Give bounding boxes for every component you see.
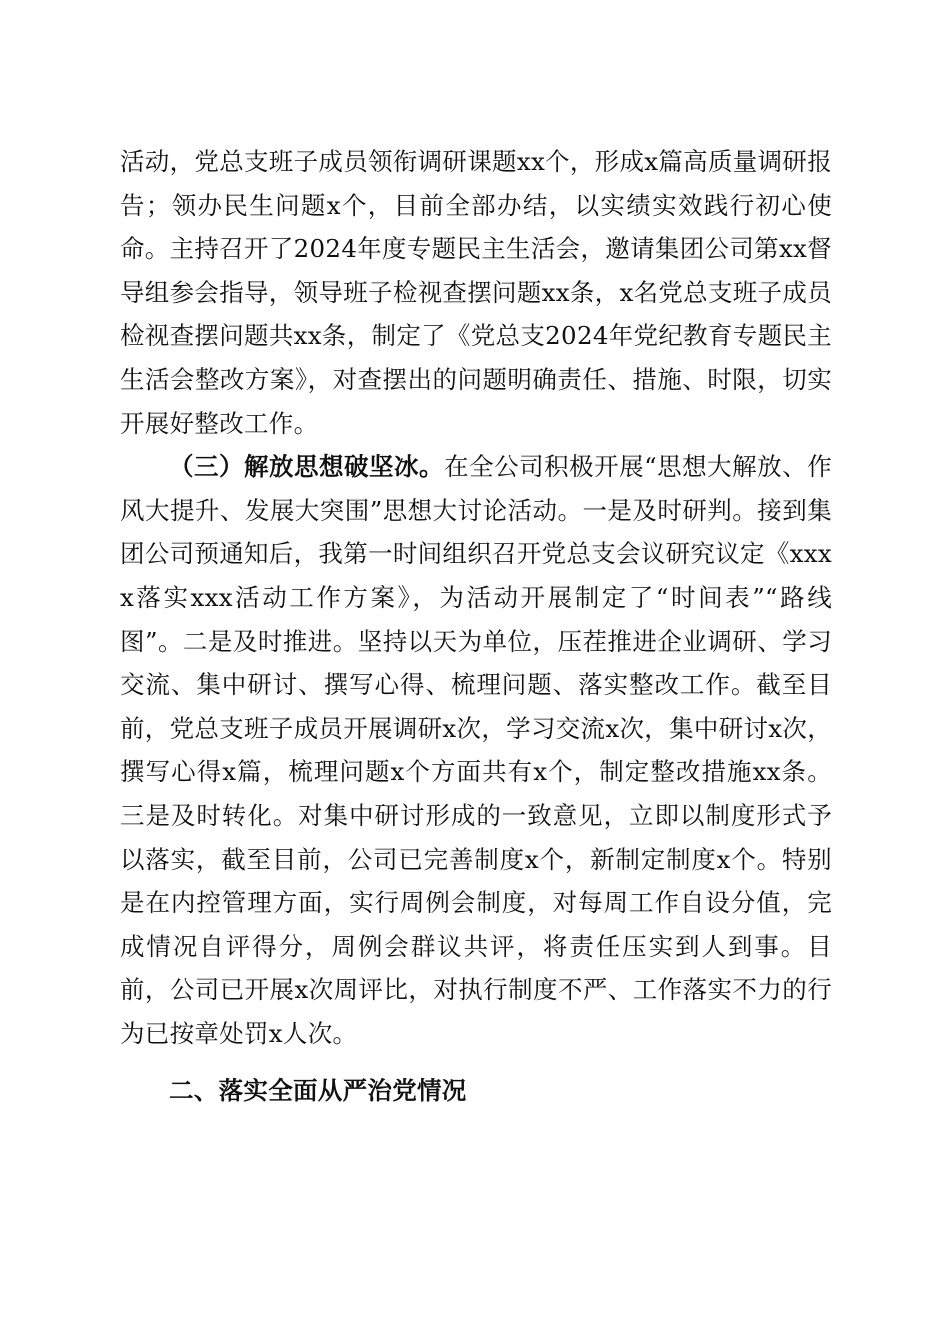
- section-three-body: 在全公司积极开展“思想大解放、作风大提升、发展大突围”思想大讨论活动。一是及时研判。接到集团公司预通知后，我第一时间组织召开党总支会议研究议定《xxxx落实xxx活动工作方案》，为活动开展制定了“时间表”“路线图”。二是及时推进。坚持以天为单位，压茬推进企业调研、学习交流、集中研讨、撰写心得、梳理问题、落实整改工作。截至目前，党总支班子成员开展调研x次，学习交流x次，集中研讨x次，撰写心得x篇，梳理问题x个方面共有x个，制定整改措施xx条。三是及时转化。对集中研讨形成的一致意见，立即以制度形式予以落实，截至目前，公司已完善制度x个，新制定制度x个。特别是在内控管理方面，实行周例会制度，对每周工作自设分值，完成情况自评得分，周例会群议共评，将责任压实到人到事。目前，公司已开展x次周评比，对执行制度不严、工作落实不力的行为已按章处罚x人次。: [120, 452, 832, 1048]
- section-three-lead: （三）解放思想破坚冰。: [169, 452, 445, 482]
- document-body: [120, 140, 832, 1113]
- section-heading-two: 二、落实全面从严治党情况: [169, 1076, 467, 1106]
- paragraph-section-three: [120, 445, 832, 1055]
- paragraph-continued: 活动，党总支班子成员领衔调研课题xx个，形成x篇高质量调研报告；领办民生问题x个，目前全部办结，以实绩实效践行初心使命。主持召开了2024年度专题民主生活会，邀请集团公司第xx督导组参会指导，领导班子检视查摆问题xx条，x名党总支班子成员检视查摆问题共xx条，制定了《党总支2024年党纪教育专题民主生活会整改方案》，对查摆出的问题明确责任、措施、时限，切实开展好整改工作。: [120, 147, 832, 438]
